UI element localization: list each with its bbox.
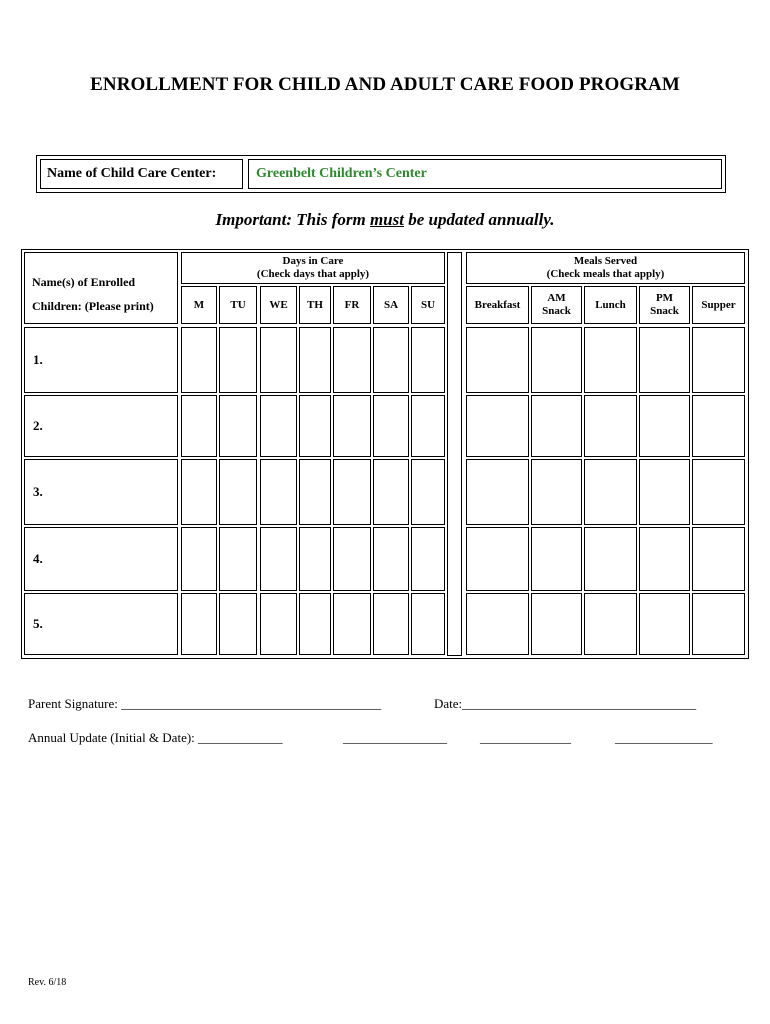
- day-checkbox[interactable]: [411, 395, 445, 457]
- day-header-tu: [219, 286, 257, 324]
- day-checkbox[interactable]: [299, 527, 331, 591]
- day-checkbox[interactable]: [181, 327, 217, 393]
- day-checkbox[interactable]: [373, 593, 409, 655]
- meal-checkbox[interactable]: [466, 593, 529, 655]
- row-number: 2.: [33, 418, 43, 433]
- meal-checkbox[interactable]: [584, 593, 637, 655]
- important-prefix: Important: This form: [215, 210, 370, 229]
- meals-header: [466, 252, 745, 284]
- child-name-cell-1[interactable]: [24, 327, 178, 393]
- meal-checkbox[interactable]: [639, 395, 690, 457]
- meal-label-line2: Snack: [542, 305, 571, 317]
- meal-checkbox[interactable]: [466, 395, 529, 457]
- meal-checkbox[interactable]: [584, 327, 637, 393]
- row-number: 1.: [33, 352, 43, 367]
- day-label: TH: [307, 298, 323, 311]
- annual-update-blank-3[interactable]: ______________: [480, 730, 571, 745]
- day-checkbox[interactable]: [411, 527, 445, 591]
- meal-label-line2: Snack: [650, 305, 679, 317]
- day-checkbox[interactable]: [219, 459, 257, 525]
- meal-checkbox[interactable]: [466, 327, 529, 393]
- day-checkbox[interactable]: [260, 459, 297, 525]
- day-checkbox[interactable]: [219, 395, 257, 457]
- child-name-cell-4[interactable]: [24, 527, 178, 591]
- meal-checkbox[interactable]: [692, 395, 745, 457]
- meal-header-3: [639, 286, 690, 324]
- day-header-m: [181, 286, 217, 324]
- column-separator: [447, 252, 462, 656]
- meal-checkbox[interactable]: [466, 527, 529, 591]
- day-checkbox[interactable]: [219, 327, 257, 393]
- days-header-line1: Days in Care: [282, 255, 344, 267]
- meal-checkbox[interactable]: [584, 459, 637, 525]
- day-checkbox[interactable]: [260, 593, 297, 655]
- day-checkbox[interactable]: [373, 459, 409, 525]
- day-checkbox[interactable]: [333, 527, 371, 591]
- day-checkbox[interactable]: [181, 527, 217, 591]
- enrollment-table: [21, 249, 749, 659]
- form-title: ENROLLMENT FOR CHILD AND ADULT CARE FOOD PROGRAM: [90, 74, 680, 95]
- day-label: SU: [420, 298, 436, 311]
- row-number: 4.: [33, 551, 43, 566]
- child-name-cell-2[interactable]: [24, 395, 178, 457]
- day-checkbox[interactable]: [333, 395, 371, 457]
- meal-label-line1: Supper: [701, 298, 736, 311]
- meal-checkbox[interactable]: [531, 527, 582, 591]
- day-label: TU: [230, 298, 246, 311]
- meal-checkbox[interactable]: [692, 327, 745, 393]
- meal-checkbox[interactable]: [584, 527, 637, 591]
- meal-header-0: [466, 286, 529, 324]
- day-checkbox[interactable]: [260, 395, 297, 457]
- day-checkbox[interactable]: [181, 395, 217, 457]
- meal-header-4: [692, 286, 745, 324]
- day-checkbox[interactable]: [411, 459, 445, 525]
- names-header: [24, 252, 178, 324]
- meal-checkbox[interactable]: [531, 395, 582, 457]
- meal-label-line1: Breakfast: [474, 298, 521, 311]
- row-number: 5.: [33, 616, 43, 631]
- day-header-we: [260, 286, 297, 324]
- meals-header-line1: Meals Served: [573, 255, 638, 267]
- meal-header-2: [584, 286, 637, 324]
- meal-label-line1: AM: [547, 292, 566, 304]
- names-header-line1: Name(s) of Enrolled: [32, 275, 136, 289]
- day-checkbox[interactable]: [333, 459, 371, 525]
- meal-header-1: [531, 286, 582, 324]
- meal-checkbox[interactable]: [692, 593, 745, 655]
- meal-checkbox[interactable]: [531, 459, 582, 525]
- child-name-cell-3[interactable]: [24, 459, 178, 525]
- day-label: WE: [269, 298, 288, 311]
- meal-checkbox[interactable]: [466, 459, 529, 525]
- center-name-field[interactable]: Greenbelt Children’s Center: [248, 159, 722, 189]
- day-checkbox[interactable]: [299, 459, 331, 525]
- meal-checkbox[interactable]: [692, 459, 745, 525]
- meal-label-line1: Lunch: [595, 298, 626, 311]
- important-notice: [0, 210, 770, 230]
- meal-checkbox[interactable]: [639, 327, 690, 393]
- day-checkbox[interactable]: [219, 527, 257, 591]
- meal-label-line1: PM: [655, 292, 674, 304]
- annual-update-blank-2[interactable]: ________________: [343, 730, 447, 745]
- days-header-line2: (Check days that apply): [256, 268, 370, 280]
- day-checkbox[interactable]: [373, 395, 409, 457]
- center-name-box: [36, 155, 726, 193]
- day-header-th: [299, 286, 331, 324]
- days-header: [181, 252, 445, 284]
- parent-signature-line[interactable]: Parent Signature: ________________________________________: [28, 696, 382, 711]
- annual-update-line[interactable]: Annual Update (Initial & Date): _____________: [28, 730, 283, 745]
- day-checkbox[interactable]: [299, 593, 331, 655]
- meal-checkbox[interactable]: [584, 395, 637, 457]
- meal-checkbox[interactable]: [639, 459, 690, 525]
- center-name-label: Name of Child Care Center:: [40, 159, 243, 189]
- day-checkbox[interactable]: [260, 527, 297, 591]
- meal-checkbox[interactable]: [531, 327, 582, 393]
- day-checkbox[interactable]: [181, 459, 217, 525]
- meal-checkbox[interactable]: [692, 527, 745, 591]
- day-checkbox[interactable]: [181, 593, 217, 655]
- day-label: FR: [344, 298, 360, 311]
- day-checkbox[interactable]: [299, 327, 331, 393]
- date-line[interactable]: Date:____________________________________: [434, 696, 697, 711]
- day-header-su: [411, 286, 445, 324]
- day-checkbox[interactable]: [411, 593, 445, 655]
- meal-checkbox[interactable]: [531, 593, 582, 655]
- revision-label: Rev. 6/18: [28, 977, 67, 988]
- day-label: M: [193, 298, 205, 311]
- day-header-sa: [373, 286, 409, 324]
- meal-checkbox[interactable]: [639, 527, 690, 591]
- names-header-line2: Children: (Please print): [32, 299, 154, 313]
- day-checkbox[interactable]: [260, 327, 297, 393]
- day-checkbox[interactable]: [411, 327, 445, 393]
- day-checkbox[interactable]: [219, 593, 257, 655]
- day-checkbox[interactable]: [333, 327, 371, 393]
- important-emphasis: must: [369, 210, 404, 229]
- day-checkbox[interactable]: [373, 327, 409, 393]
- meals-header-line2: (Check meals that apply): [546, 268, 665, 280]
- day-checkbox[interactable]: [373, 527, 409, 591]
- day-checkbox[interactable]: [333, 593, 371, 655]
- meal-checkbox[interactable]: [639, 593, 690, 655]
- row-number: 3.: [33, 484, 43, 499]
- important-suffix: be updated annually.: [403, 210, 555, 229]
- day-header-fr: [333, 286, 371, 324]
- day-checkbox[interactable]: [299, 395, 331, 457]
- annual-update-blank-4[interactable]: _______________: [615, 730, 713, 745]
- day-label: SA: [383, 298, 399, 311]
- child-name-cell-5[interactable]: [24, 593, 178, 655]
